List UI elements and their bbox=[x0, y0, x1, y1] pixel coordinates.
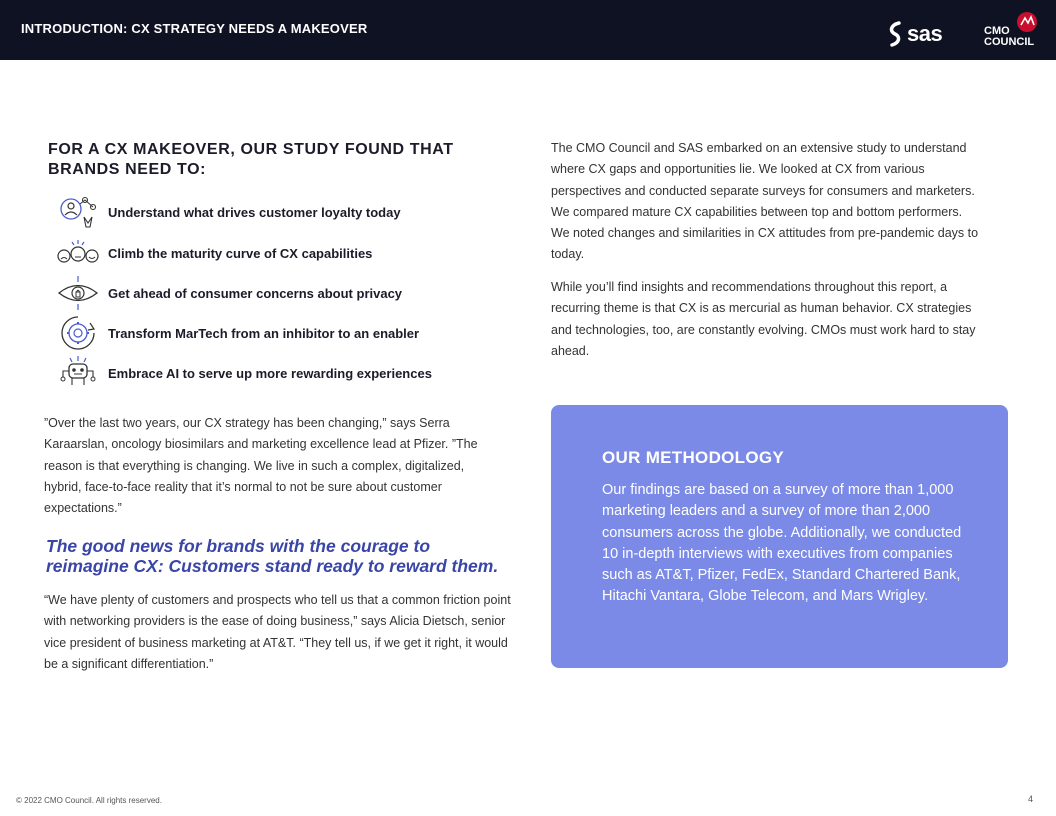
methodology-body: Our findings are based on a survey of more than 1,000 marketing leaders and a survey of more than 2,000 consumers across the globe. Additionally, we conducted 10 in-depth interviews with executives from companies such as AT&T, Pfizer, FedEx, Standard Chartered Bank, Hitachi Vantara, Globe Telecom, and Mars Wrigley. bbox=[602, 482, 962, 605]
pfizer-quote: ”Over the last two years, our CX strategy has been changing,” says Serra Karaarslan, oncology biosimilars and marketing excellence lead at Pfizer. ”The reason is that everything is changing. We live in such a complex, digitalized, hybrid, face-to-face reality that it’s normal to not be sure about customer expectations.” bbox=[44, 416, 478, 516]
methodology-title: OUR METHODOLOGY bbox=[602, 448, 785, 467]
list-item bbox=[56, 355, 432, 391]
footer-copyright: © 2022 CMO Council. All rights reserved. bbox=[16, 796, 162, 805]
need-label: Get ahead of consumer concerns about privacy bbox=[108, 285, 403, 301]
intro-paragraph-2: While you’ll find insights and recommendations throughout this report, a recurring theme is that CX is as mercurial as human behavior. CX strategies and technologies, too, are constantly evolving. CMOs must work hard to stay ahead. bbox=[551, 280, 976, 358]
section-heading bbox=[48, 140, 488, 180]
header-bar bbox=[0, 0, 1056, 60]
intro-paragraph-1: The CMO Council and SAS embarked on an extensive study to understand where CX gaps and opportunities lie. We looked at CX from various perspectives and conducted separate surveys for consumers and marketers. We compared mature CX capabilities between top and bottom performers. We noted changes and similarities in CX attitudes from pre-pandemic days to today. bbox=[551, 141, 979, 262]
privacy-eye-icon bbox=[56, 275, 100, 311]
ai-robot-icon bbox=[56, 355, 100, 391]
sas-logo bbox=[887, 20, 942, 48]
need-label: Transform MarTech from an inhibitor to an enabler bbox=[108, 325, 420, 341]
need-label: Climb the maturity curve of CX capabilities bbox=[108, 245, 373, 261]
callout-text: The good news for brands with the courage to reimagine CX: Customers stand ready to reward them. bbox=[46, 536, 499, 576]
cmo-council-logo bbox=[984, 12, 1044, 52]
list-item bbox=[56, 235, 372, 271]
cmo-logo-line1: CMO bbox=[984, 25, 1010, 37]
list-item bbox=[56, 315, 419, 351]
att-quote: “We have plenty of customers and prospects who tell us that a common friction point with networking providers is the ease of doing business,” says Alicia Dietsch, senior vice president of business marketing at AT&T. “They tell us, if we get it right, it would be a significant differentiation.” bbox=[44, 593, 511, 671]
list-item bbox=[56, 275, 402, 311]
page-number: 4 bbox=[1028, 794, 1034, 804]
maturity-faces-icon bbox=[56, 235, 100, 271]
martech-gear-icon bbox=[56, 315, 100, 351]
list-item bbox=[56, 194, 401, 230]
need-label: Embrace AI to serve up more rewarding experiences bbox=[108, 365, 432, 381]
section-heading-line1: FOR A CX MAKEOVER, OUR STUDY FOUND THAT bbox=[48, 141, 454, 158]
section-heading-line2: BRANDS NEED TO: bbox=[48, 161, 207, 178]
customer-loyalty-icon bbox=[56, 194, 100, 230]
cmo-council-logo-text bbox=[984, 26, 1034, 48]
cmo-logo-line2: COUNCIL bbox=[984, 36, 1035, 48]
sas-logo-text: sas bbox=[907, 21, 943, 46]
need-label: Understand what drives customer loyalty today bbox=[108, 204, 401, 220]
methodology-box bbox=[551, 405, 1008, 668]
sas-swirl-icon bbox=[887, 21, 905, 47]
header-title: INTRODUCTION: CX STRATEGY NEEDS A MAKEOVER bbox=[21, 21, 368, 36]
